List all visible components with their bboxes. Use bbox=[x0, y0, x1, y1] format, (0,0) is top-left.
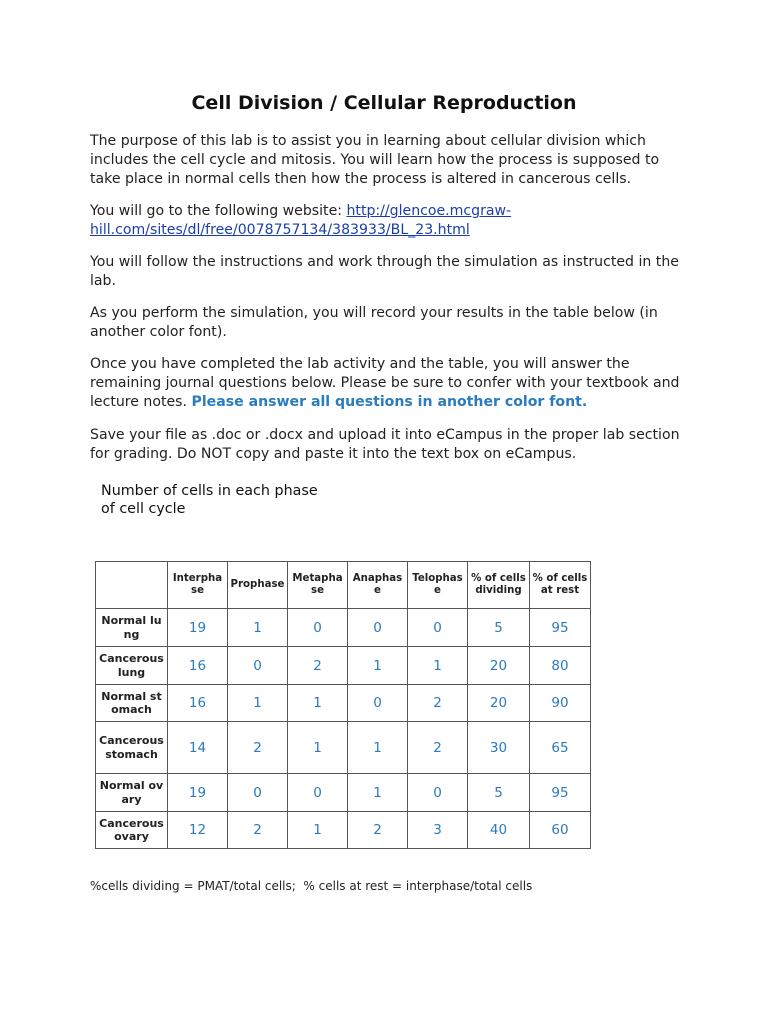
table-cell: 1 bbox=[228, 609, 288, 647]
table-cell: 1 bbox=[288, 685, 348, 722]
table-cell: 5 bbox=[468, 609, 530, 647]
row-label: Cancerous stomach bbox=[96, 722, 168, 774]
header-cell: Telophase bbox=[408, 562, 468, 609]
table-cell: 0 bbox=[228, 774, 288, 812]
header-cell: % of cells at rest bbox=[530, 562, 591, 609]
website-link-line2[interactable]: hill.com/sites/dl/free/0078757134/383933/BL_23.html bbox=[90, 222, 470, 238]
table-row bbox=[96, 647, 591, 685]
answer-color-note: Please answer all questions in another color font. bbox=[191, 394, 588, 410]
table-cell: 40 bbox=[468, 812, 530, 849]
table-caption-line2: of cell cycle bbox=[101, 501, 186, 517]
website-prefix: You will go to the following website: bbox=[90, 203, 347, 219]
journal-paragraph bbox=[90, 355, 680, 412]
table-cell: 95 bbox=[530, 609, 591, 647]
table-header-row bbox=[96, 562, 591, 609]
table-cell: 1 bbox=[348, 722, 408, 774]
formula-footnote: %cells dividing = PMAT/total cells; % cells at rest = interphase/total cells bbox=[90, 879, 533, 893]
table-cell: 90 bbox=[530, 685, 591, 722]
table-cell: 3 bbox=[408, 812, 468, 849]
row-label: Cancerous ovary bbox=[96, 812, 168, 849]
instructions-paragraph: You will follow the instructions and work through the simulation as instructed in the lab. bbox=[90, 254, 679, 289]
header-cell: Metaphase bbox=[288, 562, 348, 609]
table-cell: 30 bbox=[468, 722, 530, 774]
table-caption-line1: Number of cells in each phase bbox=[101, 483, 318, 499]
table-cell: 1 bbox=[228, 685, 288, 722]
table-cell: 0 bbox=[288, 609, 348, 647]
table-row bbox=[96, 722, 591, 774]
record-results-paragraph: As you perform the simulation, you will record your results in the table below (in another color font). bbox=[90, 305, 658, 340]
table-cell: 1 bbox=[288, 722, 348, 774]
table-cell: 16 bbox=[168, 647, 228, 685]
table-cell: 20 bbox=[468, 647, 530, 685]
header-cell bbox=[96, 562, 168, 609]
table-cell: 1 bbox=[288, 812, 348, 849]
table-cell: 0 bbox=[348, 609, 408, 647]
table-cell: 14 bbox=[168, 722, 228, 774]
table-cell: 0 bbox=[228, 647, 288, 685]
website-paragraph bbox=[90, 202, 680, 240]
header-cell: Anaphase bbox=[348, 562, 408, 609]
header-cell: Prophase bbox=[228, 562, 288, 609]
table-cell: 1 bbox=[348, 647, 408, 685]
table-cell: 1 bbox=[408, 647, 468, 685]
table-cell: 2 bbox=[228, 812, 288, 849]
website-link-line1[interactable]: http://glencoe.mcgraw- bbox=[346, 203, 512, 219]
table-cell: 2 bbox=[348, 812, 408, 849]
table-cell: 19 bbox=[168, 774, 228, 812]
table-cell: 0 bbox=[408, 609, 468, 647]
table-cell: 80 bbox=[530, 647, 591, 685]
row-label: Normal ovary bbox=[96, 774, 168, 812]
row-label: Normal stomach bbox=[96, 685, 168, 722]
table-row bbox=[96, 685, 591, 722]
table-cell: 2 bbox=[228, 722, 288, 774]
table-cell: 0 bbox=[408, 774, 468, 812]
table-cell: 2 bbox=[288, 647, 348, 685]
table-row bbox=[96, 609, 591, 647]
table-cell: 5 bbox=[468, 774, 530, 812]
row-label: Cancerous lung bbox=[96, 647, 168, 685]
table-cell: 95 bbox=[530, 774, 591, 812]
table-cell: 19 bbox=[168, 609, 228, 647]
table-cell: 16 bbox=[168, 685, 228, 722]
table-cell: 1 bbox=[348, 774, 408, 812]
header-cell: Interphase bbox=[168, 562, 228, 609]
header-cell: % of cells dividing bbox=[468, 562, 530, 609]
table-caption bbox=[101, 482, 351, 518]
row-label: Normal lung bbox=[96, 609, 168, 647]
table-cell: 0 bbox=[288, 774, 348, 812]
table-row bbox=[96, 812, 591, 849]
save-file-paragraph: Save your file as .doc or .docx and upload it into eCampus in the proper lab section for grading. Do NOT copy and paste it into the text box on eCampus. bbox=[90, 427, 680, 462]
table-cell: 2 bbox=[408, 685, 468, 722]
table-cell: 60 bbox=[530, 812, 591, 849]
cell-phase-table bbox=[95, 561, 591, 849]
table-cell: 65 bbox=[530, 722, 591, 774]
table-cell: 0 bbox=[348, 685, 408, 722]
intro-paragraph: The purpose of this lab is to assist you in learning about cellular division which includes the cell cycle and mitosis. You will learn how the process is supposed to take place in normal cells then how the process is altered in cancerous cells. bbox=[90, 133, 660, 187]
table-cell: 2 bbox=[408, 722, 468, 774]
table-cell: 12 bbox=[168, 812, 228, 849]
table-row bbox=[96, 774, 591, 812]
journal-text: Once you have completed the lab activity and the table, you will answer the remaining journal questions below. Please be sure to confer with your textbook and lecture notes. bbox=[90, 356, 680, 410]
page-title: Cell Division / Cellular Reproduction bbox=[191, 92, 577, 114]
table-cell: 20 bbox=[468, 685, 530, 722]
